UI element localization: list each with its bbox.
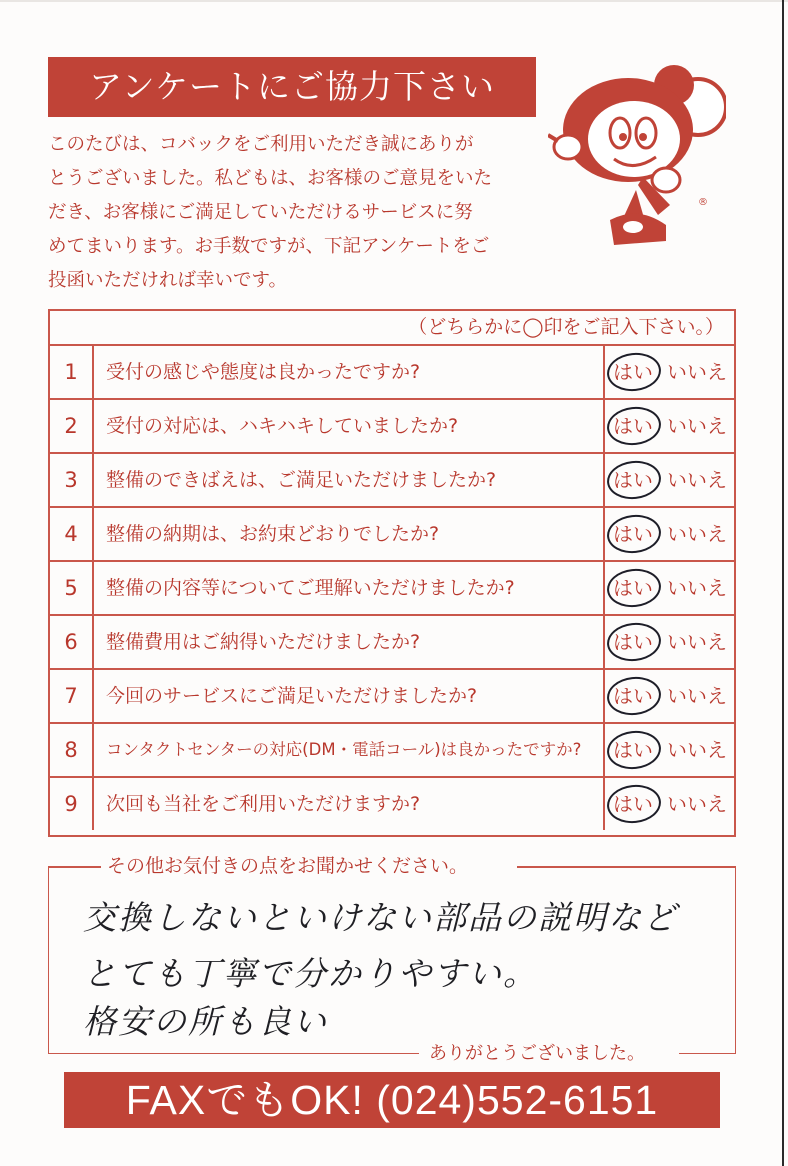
question-number: 1	[50, 346, 94, 398]
answer-no[interactable]: いいえ	[667, 738, 727, 762]
question-text: 整備の内容等についてご理解いただけましたか?	[106, 577, 515, 599]
card-top-edge	[0, 0, 788, 2]
answer-yes[interactable]: はい	[613, 468, 653, 492]
answer-yes[interactable]: はい	[613, 576, 653, 600]
divider	[679, 1053, 735, 1055]
thanks-text: ありがとうございました。	[429, 1043, 645, 1064]
answer-yes[interactable]: はい	[613, 738, 653, 762]
question-number: 2	[50, 400, 94, 452]
intro-line: とうございました。私どもは、お客様のご意見をいた	[48, 168, 493, 189]
intro-text	[48, 128, 548, 298]
survey-row	[50, 562, 734, 616]
answer-no[interactable]: いいえ	[667, 360, 727, 384]
answer-options[interactable]	[603, 400, 734, 452]
question-text: 整備費用はご納得いただけましたか?	[106, 631, 421, 653]
question-text: 整備のできばえは、ご満足いただけましたか?	[106, 469, 497, 491]
answer-no[interactable]: いいえ	[667, 414, 727, 438]
answer-no[interactable]: いいえ	[667, 630, 727, 654]
question-text: 次回も当社をご利用いただけますか?	[106, 793, 421, 815]
survey-table	[48, 309, 736, 837]
question-number: 5	[50, 562, 94, 614]
intro-line: このたびは、コバックをご利用いただき誠にありが	[48, 134, 474, 155]
survey-row	[50, 454, 734, 508]
answer-no[interactable]: いいえ	[667, 576, 727, 600]
survey-row	[50, 400, 734, 454]
question-number: 8	[50, 724, 94, 776]
comments-title: その他お気付きの点をお聞かせください。	[107, 855, 469, 877]
answer-no[interactable]: いいえ	[667, 684, 727, 708]
question-number: 6	[50, 616, 94, 668]
question-text: コンタクトセンターの対応(DM・電話コール)は良かったですか?	[106, 740, 582, 759]
survey-row	[50, 616, 734, 670]
survey-instruction: （どちらかに◯印をご記入下さい。）	[50, 311, 734, 346]
registered-mark: ®	[698, 197, 708, 208]
answer-yes[interactable]: はい	[613, 414, 653, 438]
mascot-character-icon	[548, 55, 726, 255]
answer-no[interactable]: いいえ	[667, 522, 727, 546]
intro-line: めてまいります。お手数ですが、下記アンケートをご	[48, 236, 490, 257]
question-number: 4	[50, 508, 94, 560]
survey-row	[50, 724, 734, 778]
handwritten-comment-line: 交換しないといけない部品の説明など	[83, 898, 678, 937]
intro-line: だき、お客様にご満足していただけるサービスに努	[48, 202, 473, 223]
question-text: 受付の感じや態度は良かったですか?	[106, 361, 421, 383]
answer-yes[interactable]: はい	[613, 360, 653, 384]
question-text: 受付の対応は、ハキハキしていましたか?	[106, 415, 459, 437]
survey-row	[50, 778, 734, 832]
handwritten-comment-line: 格安の所も良い	[83, 1002, 328, 1041]
answer-no[interactable]: いいえ	[667, 468, 727, 492]
question-number: 3	[50, 454, 94, 506]
answer-options[interactable]	[603, 778, 734, 830]
answer-yes[interactable]: はい	[613, 684, 653, 708]
answer-yes[interactable]: はい	[613, 792, 653, 816]
comments-box[interactable]	[48, 855, 736, 1064]
card-right-edge	[782, 0, 784, 1166]
survey-row	[50, 346, 734, 400]
question-number: 9	[50, 778, 94, 830]
answer-options[interactable]	[603, 454, 734, 506]
handwritten-comment-line: とても丁寧で分かりやすい。	[83, 954, 538, 993]
answer-options[interactable]	[603, 346, 734, 398]
answer-yes[interactable]: はい	[613, 630, 653, 654]
answer-yes[interactable]: はい	[613, 522, 653, 546]
answer-options[interactable]	[603, 562, 734, 614]
answer-options[interactable]	[603, 670, 734, 722]
question-number: 7	[50, 670, 94, 722]
question-text: 整備の納期は、お約束どおりでしたか?	[106, 523, 440, 545]
answer-no[interactable]: いいえ	[667, 792, 727, 816]
fax-banner: FAXでもOK! (024)552-6151	[64, 1072, 720, 1128]
survey-row	[50, 670, 734, 724]
divider	[517, 866, 735, 868]
intro-line: 投函いただければ幸いです。	[48, 270, 288, 291]
divider	[49, 1053, 419, 1055]
survey-row	[50, 508, 734, 562]
answer-options[interactable]	[603, 616, 734, 668]
question-text: 今回のサービスにご満足いただけましたか?	[106, 685, 478, 707]
answer-options[interactable]	[603, 724, 734, 776]
answer-options[interactable]	[603, 508, 734, 560]
divider	[49, 866, 101, 868]
survey-banner-title: アンケートにご協力下さい	[48, 57, 536, 117]
